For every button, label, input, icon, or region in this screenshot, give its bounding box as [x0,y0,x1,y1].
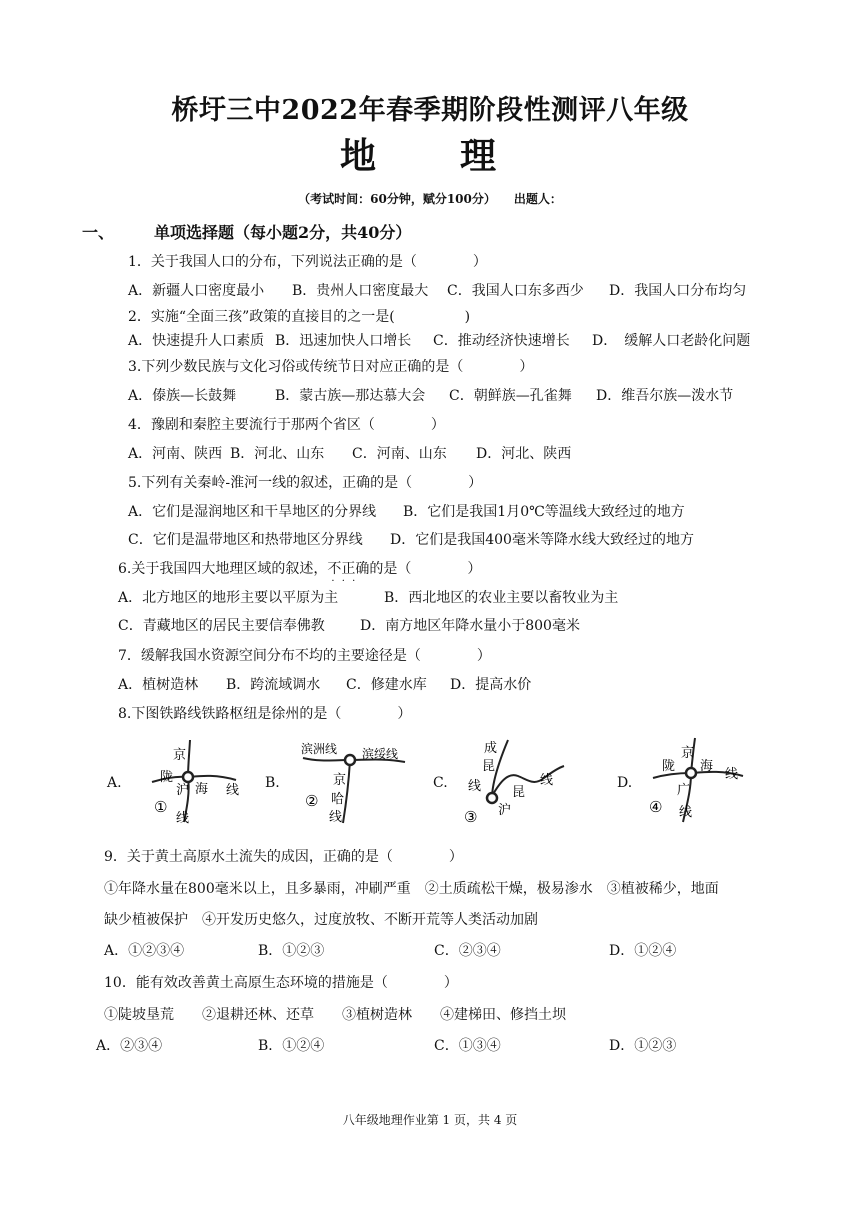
label-xian: 线 [226,783,240,798]
q6-stem [118,558,481,578]
junction-node [183,772,193,782]
junction-node [345,755,355,765]
label-xian: 线 [329,810,343,825]
q9-stem: 9．关于黄土高原水土流失的成因，正确的是（ ） [104,849,463,865]
label-long: 陇 [160,770,174,785]
q4-option-a[interactable]: A．河南、陕西 [128,446,223,462]
label-ha: 哈 [331,792,345,807]
q6-stem-emphasis: 不正确 · · · [327,561,369,577]
q9-option-c[interactable]: C．②③④ [434,943,501,959]
q5-stem: 5.下列有关秦岭-淮河一线的叙述，正确的是（ ） [128,475,483,491]
q5-option-a[interactable]: A．它们是湿润地区和干旱地区的分界线 [128,504,377,520]
exam-info: （考试时间：60分钟，赋分100分） 出题人： [298,192,562,206]
diagram-number: ④ [649,798,663,816]
q6-option-b[interactable]: B．西北地区的农业主要以畜牧业为主 [384,590,619,606]
label-hai: 海 [195,782,209,797]
diagram-number: ② [305,792,319,810]
q7-option-a[interactable]: A．植树造林 [118,677,199,693]
label-hu: 沪 [498,803,512,818]
q4-stem: 4．豫剧和秦腔主要流行于那两个省区（ ） [128,417,445,433]
section-heading [82,220,411,243]
rail-jingha-line [343,760,350,823]
diagram-number: ③ [464,808,478,826]
q4-option-d[interactable]: D．河北、陕西 [476,446,572,462]
label-xian: 线 [176,811,190,826]
q2-stem: 2．实施“全面三孩”政策的直接目的之一是( ) [128,309,471,325]
q8-option-a[interactable]: A. [107,775,122,791]
q1-stem: 1．关于我国人口的分布，下列说法正确的是（ ） [128,254,487,270]
q7-option-b[interactable]: B．跨流域调水 [226,677,321,693]
section-number: 一、 [82,223,115,242]
q2-option-c[interactable]: C．推动经济快速增长 [433,333,570,349]
label-jing: 京 [681,746,695,761]
label-xian: 线 [540,773,554,788]
label-binzhou: 滨洲线 [301,742,338,756]
label-xian: 线 [725,767,739,782]
rail-hukun-line [492,766,564,796]
q4-option-c[interactable]: C．河南、山东 [352,446,447,462]
q7-option-d[interactable]: D．提高水价 [450,677,532,693]
q10-option-a[interactable]: A．②③④ [96,1038,163,1054]
q8-option-d[interactable]: D. [617,775,633,791]
label-kun: 昆 [482,759,496,774]
q6-option-a[interactable]: A．北方地区的地形主要以平原为主 [118,590,339,606]
q10-option-b[interactable]: B．①②④ [258,1038,325,1054]
subject-title: 地 理 [339,135,520,177]
q6-stem-post: 的是（ ） [369,561,482,577]
q6-option-c[interactable]: C．青藏地区的居民主要信奉佛教 [118,618,325,634]
q2-option-b[interactable]: B．迅速加快人口增长 [275,333,412,349]
railway-diagram-d [643,732,753,832]
railway-diagram-c [460,734,570,834]
q5-option-c[interactable]: C．它们是温带地区和热带地区分界线 [128,532,363,548]
q2-option-a[interactable]: A．快速提升人口素质 [128,333,265,349]
exam-title: 桥圩三中2022年春季期阶段性测评八年级 [171,95,689,126]
q6-stem-pre: 6.关于我国四大地理区域的叙述， [118,561,328,577]
label-jing: 京 [173,748,187,763]
q10-statements: ①陡坡垦荒 ②退耕还林、还草 ③植树造林 ④建梯田、修挡土坝 [104,1007,566,1023]
diagram-number: ① [154,798,168,816]
q6-option-d[interactable]: D．南方地区年降水量小于800毫米 [360,618,580,634]
q3-option-b[interactable]: B．蒙古族—那达慕大会 [275,388,426,404]
junction-node [487,793,497,803]
q10-option-d[interactable]: D．①②③ [609,1038,677,1054]
q7-stem: 7．缓解我国水资源空间分布不均的主要途径是（ ） [118,648,491,664]
rail-hai-line [188,776,236,780]
q8-stem: 8.下图铁路线铁路枢纽是徐州的是（ ） [118,706,412,722]
q9-option-a[interactable]: A．①②③④ [104,943,185,959]
railway-diagram-a [140,732,250,832]
q9-option-b[interactable]: B．①②③ [258,943,325,959]
page-footer: 八年级地理作业第 1 页，共 4 页 [342,1113,518,1127]
q5-option-b[interactable]: B．它们是我国1月0℃等温线大致经过的地方 [403,504,685,520]
label-xian: 线 [679,805,693,820]
q9-statements-line2: 缺少植被保护 ④开发历史悠久，过度放牧、不断开荒等人类活动加剧 [104,912,538,928]
q1-option-c[interactable]: C．我国人口东多西少 [447,283,584,299]
q10-stem: 10．能有效改善黄土高原生态环境的措施是（ ） [104,975,458,991]
q2-option-d[interactable]: D． 缓解人口老龄化问题 [592,333,751,349]
q4-option-b[interactable]: B．河北、山东 [230,446,325,462]
label-long: 陇 [662,759,676,774]
q5-option-d[interactable]: D．它们是我国400毫米等降水线大致经过的地方 [390,532,694,548]
q8-option-b[interactable]: B. [265,775,280,791]
label-kun: 昆 [512,785,526,800]
q8-option-c[interactable]: C. [433,775,448,791]
q10-option-c[interactable]: C．①③④ [434,1038,501,1054]
label-hu: 沪 [176,783,190,798]
label-cheng: 成 [484,741,498,756]
rail-binzhou-line [303,758,350,761]
section-title: 单项选择题（每小题2分，共40分） [154,223,412,242]
junction-node [686,768,696,778]
q9-statements-line1: ①年降水量在800毫米以上，且多暴雨，冲刷严重 ②土质疏松干燥，极易渗水 ③植被稀少，地面 [104,881,719,897]
railway-diagram-b [295,738,415,828]
label-jing: 京 [333,773,347,788]
label-xian: 线 [468,779,482,794]
label-binsui: 滨绥线 [362,747,399,761]
q1-option-a[interactable]: A．新疆人口密度最小 [128,283,265,299]
q7-option-c[interactable]: C．修建水库 [346,677,427,693]
q3-option-c[interactable]: C．朝鲜族—孔雀舞 [449,388,572,404]
q1-option-d[interactable]: D．我国人口分布均匀 [609,283,747,299]
q3-option-d[interactable]: D．维吾尔族—泼水节 [596,388,734,404]
q1-option-b[interactable]: B．贵州人口密度最大 [292,283,429,299]
label-guang: 广 [677,783,691,798]
label-hai: 海 [700,759,714,774]
q9-option-d[interactable]: D．①②④ [609,943,677,959]
q3-stem: 3.下列少数民族与文化习俗或传统节日对应正确的是（ ） [128,359,534,375]
q3-option-a[interactable]: A．傣族—长鼓舞 [128,388,237,404]
